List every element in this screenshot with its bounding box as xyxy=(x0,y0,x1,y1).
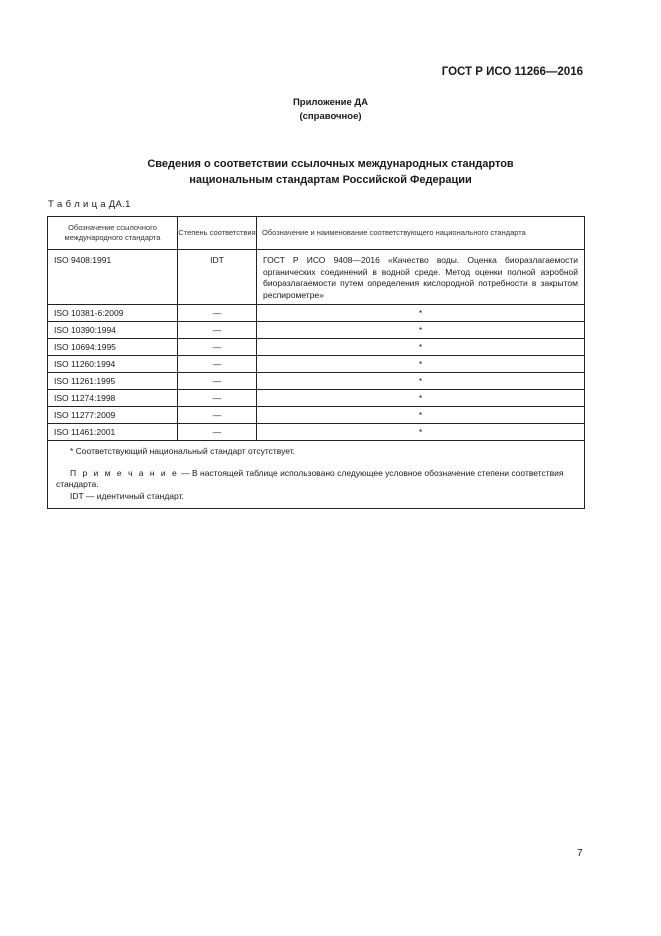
header-international-standard: Обозначение ссылочного международного стандарта xyxy=(48,217,178,249)
note-label: П р и м е ч а н и е xyxy=(70,467,179,478)
cell-degree: — xyxy=(178,339,257,355)
cell-standard: ISO 11274:1998 xyxy=(48,390,178,406)
table-header-row xyxy=(48,217,584,250)
section-title-line-2: национальным стандартам Российской Федерации xyxy=(189,174,472,186)
table-row xyxy=(48,356,584,373)
table-footer xyxy=(48,441,584,508)
table-footer-row xyxy=(48,441,584,508)
appendix-name: Приложение ДА xyxy=(292,97,369,108)
cell-standard: ISO 11277:2009 xyxy=(48,407,178,423)
cell-national: * xyxy=(418,427,423,437)
cell-national: * xyxy=(418,325,423,335)
table-row xyxy=(48,339,584,356)
section-title-line-1: Сведения о соответствии ссылочных международных стандартов xyxy=(147,158,514,170)
cell-national: * xyxy=(418,342,423,352)
cell-standard: ISO 9408:1991 xyxy=(48,250,178,304)
table-row xyxy=(48,250,584,305)
cell-standard: ISO 11461:2001 xyxy=(48,424,178,440)
header-degree: Степень соответствия xyxy=(178,217,257,249)
section-title xyxy=(0,156,661,188)
table-row xyxy=(48,322,584,339)
table-row xyxy=(48,305,584,322)
table-footnote: * Соответствующий национальный стандарт отсутствует. xyxy=(70,446,296,456)
cell-standard: ISO 10694:1995 xyxy=(48,339,178,355)
cell-degree: — xyxy=(178,407,257,423)
cell-degree: — xyxy=(178,424,257,440)
cell-national: * xyxy=(418,308,423,318)
cell-degree: — xyxy=(178,356,257,372)
cell-national: * xyxy=(418,393,423,403)
cell-degree: — xyxy=(178,390,257,406)
document-code: ГОСТ Р ИСО 11266—2016 xyxy=(441,66,583,78)
appendix-kind: (справочное) xyxy=(299,111,362,122)
table-row xyxy=(48,390,584,407)
table-row xyxy=(48,424,584,441)
cell-national: ГОСТ Р ИСО 9408—2016 «Качество воды. Оценка биоразлагаемости органических соединений в водной среде. Метод оценки полной аэробной биоразлагаемости путем определения кислородной потребности в закрытом респирометре» xyxy=(263,255,578,300)
note-text: — В настоящей таблице использовано следующее условное обозначение степени соответствия стандарта. xyxy=(56,467,564,489)
appendix-heading xyxy=(0,96,661,124)
cell-degree: — xyxy=(178,305,257,321)
table-note xyxy=(56,468,576,491)
table-label: Т а б л и ц а ДА.1 xyxy=(48,199,131,210)
cell-degree: IDT xyxy=(178,250,257,304)
cell-standard: ISO 11261:1995 xyxy=(48,373,178,389)
header-national-standard: Обозначение и наименование соответствующего национального стандарта xyxy=(262,228,526,237)
table-row xyxy=(48,407,584,424)
table-row xyxy=(48,373,584,390)
cell-national: * xyxy=(418,410,423,420)
cell-degree: — xyxy=(178,322,257,338)
cell-national: * xyxy=(418,376,423,386)
cell-standard: ISO 11260:1994 xyxy=(48,356,178,372)
cell-standard: ISO 10381-6:2009 xyxy=(48,305,178,321)
page-number: 7 xyxy=(577,848,583,859)
cell-standard: ISO 10390:1994 xyxy=(48,322,178,338)
cell-national: * xyxy=(418,359,423,369)
cell-degree: — xyxy=(178,373,257,389)
note-idt: IDT — идентичный стандарт. xyxy=(70,490,184,501)
correspondence-table xyxy=(47,216,585,509)
